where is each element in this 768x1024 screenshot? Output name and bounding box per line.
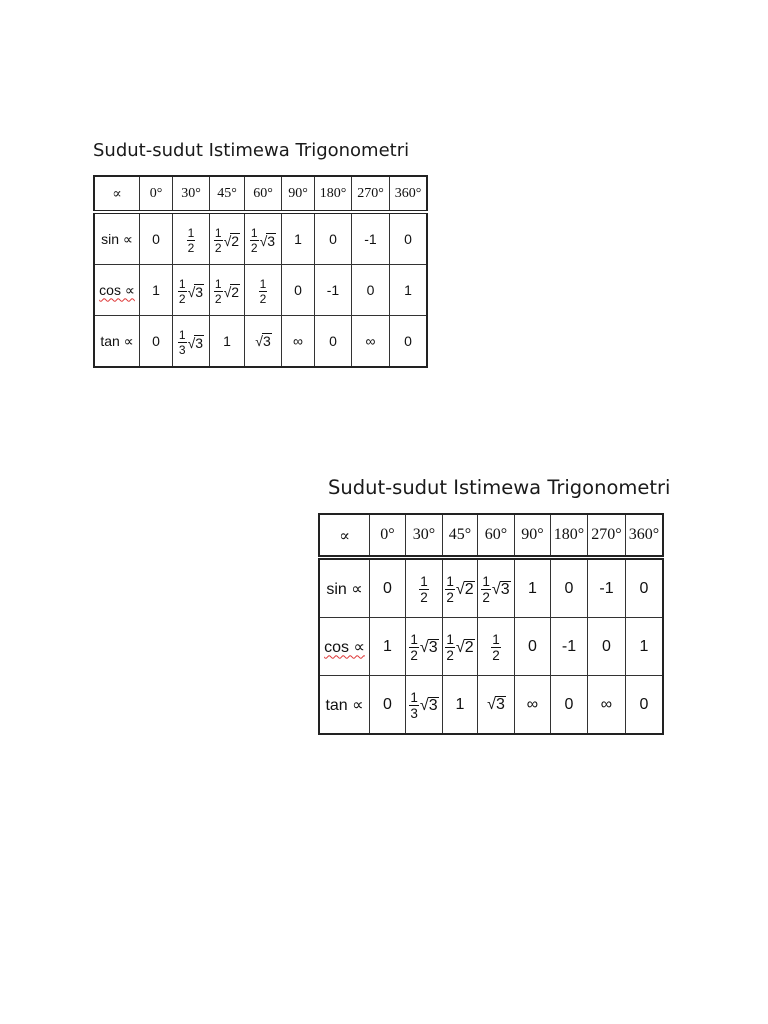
value-cell <box>245 316 282 368</box>
value-cell <box>478 558 515 618</box>
value-cell <box>315 265 352 316</box>
page-title: Sudut-sudut Istimewa Trigonometri <box>93 140 410 161</box>
fraction <box>491 633 501 663</box>
cell-expression <box>491 633 501 663</box>
square-root <box>487 696 506 714</box>
value-cell <box>282 265 315 316</box>
value-cell <box>443 558 478 618</box>
cell-value: 0 <box>383 579 392 597</box>
cell-value: 0 <box>152 231 160 247</box>
fraction <box>445 633 455 663</box>
square-root <box>224 284 240 300</box>
fraction-denominator: 2 <box>259 292 267 306</box>
cell-value: ∞ <box>293 333 303 349</box>
value-cell <box>173 265 210 316</box>
fraction <box>178 278 187 305</box>
row-label: sin ∝ <box>101 230 133 247</box>
cell-value: 1 <box>455 695 465 713</box>
fraction-denominator: 2 <box>492 648 500 663</box>
header-cell-angle: 0° <box>370 514 406 558</box>
value-cell <box>443 676 478 735</box>
cell-expression <box>419 575 429 605</box>
radical-sign-icon: √ <box>187 334 196 351</box>
fraction-denominator: 2 <box>178 292 186 306</box>
table-row <box>319 558 663 618</box>
cell-value: ∞ <box>365 333 376 349</box>
table-header-row <box>319 514 663 558</box>
value-cell <box>210 316 245 368</box>
cell-value: ∞ <box>600 695 613 713</box>
cell-expression <box>187 227 196 254</box>
radical-sign-icon: √ <box>419 696 429 714</box>
value-cell <box>443 618 478 676</box>
cell-value: -1 <box>561 637 577 655</box>
row-label: cos ∝ <box>99 281 135 298</box>
cell-expression <box>409 691 438 721</box>
radicand: 3 <box>195 334 204 351</box>
fraction-numerator: 1 <box>492 631 500 647</box>
value-cell <box>352 316 390 368</box>
trig-table-block-2 <box>324 476 671 735</box>
cell-value: 1 <box>528 579 537 597</box>
fraction <box>250 227 259 254</box>
row-label-cell <box>319 676 370 735</box>
table-row <box>94 212 427 265</box>
value-cell <box>370 618 406 676</box>
square-root <box>255 333 271 349</box>
trig-table <box>318 513 664 735</box>
fraction <box>214 278 223 305</box>
header-cell-angle: 30° <box>406 514 443 558</box>
radicand: 2 <box>231 283 240 300</box>
row-label: tan ∝ <box>325 696 364 714</box>
table-row <box>94 265 427 316</box>
cell-expression <box>409 633 438 663</box>
fraction <box>178 329 187 356</box>
value-cell <box>515 558 551 618</box>
value-cell <box>406 676 443 735</box>
fraction-numerator: 1 <box>187 226 195 240</box>
value-cell <box>352 212 390 265</box>
value-cell <box>315 316 352 368</box>
header-cell-angle: 60° <box>245 176 282 212</box>
fraction-denominator: 2 <box>187 241 195 255</box>
value-cell <box>551 558 588 618</box>
radicand: 3 <box>495 695 505 713</box>
cell-value: 0 <box>383 695 392 713</box>
fraction-numerator: 1 <box>214 226 222 240</box>
fraction <box>409 633 419 663</box>
cell-value: 0 <box>602 637 611 655</box>
cell-value: -1 <box>326 282 340 298</box>
value-cell <box>406 618 443 676</box>
cell-value: 0 <box>366 282 375 298</box>
value-cell <box>352 265 390 316</box>
value-cell <box>626 558 664 618</box>
value-cell <box>588 618 626 676</box>
fraction <box>419 575 429 605</box>
fraction-numerator: 1 <box>178 328 186 342</box>
fraction <box>445 575 455 605</box>
trig-table-block-1 <box>93 140 428 368</box>
cell-value: 0 <box>329 333 337 349</box>
row-label: sin ∝ <box>326 580 363 598</box>
cell-value: 1 <box>639 637 649 655</box>
cell-expression <box>445 575 474 605</box>
fraction-numerator: 1 <box>446 631 454 647</box>
cell-expression <box>445 633 474 663</box>
value-cell <box>390 212 428 265</box>
value-cell <box>551 618 588 676</box>
fraction-numerator: 1 <box>214 277 222 291</box>
square-root <box>420 697 439 715</box>
value-cell <box>282 316 315 368</box>
header-cell-angle: 45° <box>443 514 478 558</box>
header-cell-angle: 270° <box>352 176 390 212</box>
radical-sign-icon: √ <box>187 283 196 300</box>
value-cell <box>173 212 210 265</box>
radicand: 3 <box>195 283 204 300</box>
square-root <box>456 581 475 599</box>
square-root <box>492 581 511 599</box>
cell-value: -1 <box>599 579 614 597</box>
fraction-denominator: 2 <box>420 590 428 605</box>
cell-value: 1 <box>152 282 160 298</box>
value-cell <box>173 316 210 368</box>
radical-sign-icon: √ <box>259 232 268 249</box>
cell-expression <box>259 278 268 305</box>
cell-value: 1 <box>404 282 412 298</box>
fraction <box>409 691 419 721</box>
radicand: 2 <box>464 580 474 598</box>
header-cell-angle: 270° <box>588 514 626 558</box>
cell-expression <box>178 278 204 305</box>
value-cell <box>626 676 664 735</box>
value-cell <box>245 265 282 316</box>
value-cell <box>390 316 428 368</box>
header-cell-angle: 180° <box>315 176 352 212</box>
cell-value: -1 <box>364 231 377 247</box>
value-cell <box>588 676 626 735</box>
header-cell-angle: 180° <box>551 514 588 558</box>
value-cell <box>515 618 551 676</box>
radical-sign-icon: √ <box>419 638 429 656</box>
cell-expression <box>250 227 276 254</box>
cell-expression <box>254 333 271 349</box>
square-root <box>224 233 240 249</box>
fraction <box>187 227 196 254</box>
row-label-cell <box>319 558 370 618</box>
trig-table <box>93 175 428 368</box>
value-cell <box>551 676 588 735</box>
value-cell <box>140 265 173 316</box>
page-title: Sudut-sudut Istimewa Trigonometri <box>328 476 671 499</box>
cell-value: 0 <box>639 579 649 597</box>
fraction-denominator: 3 <box>178 343 186 357</box>
fraction-numerator: 1 <box>410 631 418 647</box>
header-cell-angle: 60° <box>478 514 515 558</box>
value-cell <box>370 558 406 618</box>
header-cell-angle-symbol: ∝ <box>94 176 140 212</box>
cell-value: 1 <box>383 637 392 655</box>
table-row <box>319 676 663 735</box>
row-label: tan ∝ <box>100 332 134 349</box>
cell-value: 0 <box>564 579 574 597</box>
radicand: 3 <box>262 333 271 350</box>
value-cell <box>478 618 515 676</box>
value-cell <box>390 265 428 316</box>
fraction <box>481 575 491 605</box>
value-cell <box>626 618 664 676</box>
radical-sign-icon: √ <box>223 283 232 300</box>
fraction-numerator: 1 <box>482 573 490 589</box>
table-row <box>94 316 427 368</box>
header-cell-angle: 90° <box>515 514 551 558</box>
cell-expression <box>214 278 240 305</box>
radicand: 2 <box>231 232 240 249</box>
fraction-denominator: 2 <box>446 590 454 605</box>
cell-value: 0 <box>564 695 574 713</box>
value-cell <box>478 676 515 735</box>
cell-value: 1 <box>294 231 302 247</box>
radicand: 3 <box>428 696 438 714</box>
value-cell <box>210 212 245 265</box>
row-label: cos ∝ <box>324 638 365 656</box>
radicand: 3 <box>428 638 438 656</box>
header-cell-angle: 30° <box>173 176 210 212</box>
cell-expression <box>214 227 240 254</box>
cell-expression <box>481 575 510 605</box>
header-cell-angle: 360° <box>626 514 664 558</box>
value-cell <box>406 558 443 618</box>
value-cell <box>140 316 173 368</box>
header-cell-angle: 45° <box>210 176 245 212</box>
value-cell <box>370 676 406 735</box>
fraction-numerator: 1 <box>420 573 428 589</box>
row-label-cell <box>94 265 140 316</box>
value-cell <box>515 676 551 735</box>
cell-expression <box>178 329 204 356</box>
radical-sign-icon: √ <box>455 638 465 656</box>
value-cell <box>245 212 282 265</box>
cell-value: 0 <box>404 231 412 247</box>
value-cell <box>140 212 173 265</box>
radical-sign-icon: √ <box>255 333 263 349</box>
cell-value: 0 <box>528 637 537 655</box>
row-label-cell <box>319 618 370 676</box>
fraction-numerator: 1 <box>250 226 258 240</box>
value-cell <box>315 212 352 265</box>
radicand: 3 <box>500 580 510 598</box>
cell-value: 0 <box>639 695 649 713</box>
value-cell <box>588 558 626 618</box>
fraction-denominator: 2 <box>446 648 454 663</box>
square-root <box>188 284 204 300</box>
header-cell-angle: 360° <box>390 176 428 212</box>
cell-value: 0 <box>152 333 160 349</box>
fraction-numerator: 1 <box>178 277 186 291</box>
header-cell-angle: 90° <box>282 176 315 212</box>
radical-sign-icon: √ <box>455 580 465 598</box>
row-label-cell <box>94 212 140 265</box>
fraction <box>259 278 268 305</box>
square-root <box>260 233 276 249</box>
radicand: 3 <box>267 232 276 249</box>
fraction-denominator: 2 <box>214 292 222 306</box>
fraction-numerator: 1 <box>259 277 267 291</box>
cell-value: 0 <box>404 333 412 349</box>
square-root <box>188 335 204 351</box>
fraction-denominator: 2 <box>482 590 490 605</box>
value-cell <box>210 265 245 316</box>
radical-sign-icon: √ <box>491 580 501 598</box>
cell-expression <box>486 696 506 714</box>
fraction-denominator: 2 <box>250 241 258 255</box>
fraction-denominator: 3 <box>410 706 418 721</box>
square-root <box>456 639 475 657</box>
cell-value: 0 <box>329 231 337 247</box>
radical-sign-icon: √ <box>223 232 232 249</box>
fraction-denominator: 2 <box>214 241 222 255</box>
table-row <box>319 618 663 676</box>
header-cell-angle: 0° <box>140 176 173 212</box>
cell-value: 0 <box>294 282 302 298</box>
value-cell <box>282 212 315 265</box>
fraction <box>214 227 223 254</box>
table-header-row <box>94 176 427 212</box>
row-label-cell <box>94 316 140 368</box>
cell-value: 1 <box>223 333 231 349</box>
radical-sign-icon: √ <box>487 695 496 713</box>
radicand: 2 <box>464 638 474 656</box>
header-cell-angle-symbol: ∝ <box>319 514 370 558</box>
fraction-denominator: 2 <box>410 648 418 663</box>
fraction-numerator: 1 <box>446 573 454 589</box>
cell-value: ∞ <box>526 695 539 713</box>
square-root <box>420 639 439 657</box>
fraction-numerator: 1 <box>410 689 418 705</box>
